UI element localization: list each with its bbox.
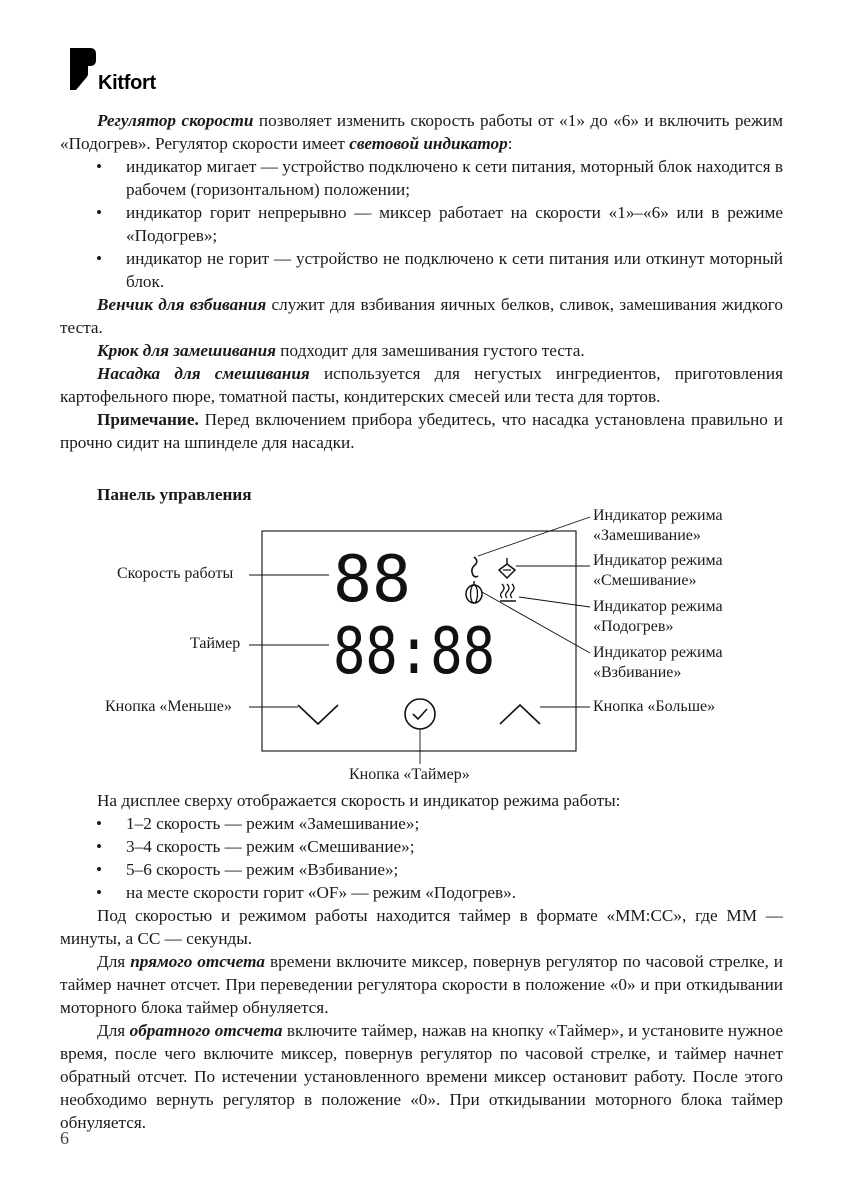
speed-display: 88 bbox=[333, 543, 411, 617]
intro-section bbox=[60, 109, 783, 454]
label-minus-button: Кнопка «Меньше» bbox=[105, 698, 232, 715]
control-panel-diagram bbox=[0, 500, 842, 790]
label-timer: Таймер bbox=[190, 635, 241, 652]
list-item: • 5–6 скорость — режим «Взбивание»; bbox=[60, 858, 783, 881]
paragraph-speed-regulator: Регулятор скорости позволяет изменить скорость работы от «1» до «6» и включить режим «Подогрев». Регулятор скорости имеет световой индикатор: bbox=[60, 111, 784, 153]
mix-attachment-icon bbox=[499, 558, 515, 578]
label-timer-button: Кнопка «Таймер» bbox=[349, 766, 470, 783]
kitfort-logo-mark-icon bbox=[68, 46, 98, 92]
mode-list bbox=[60, 812, 783, 904]
heat-icon bbox=[500, 584, 516, 601]
page-number: 6 bbox=[60, 1128, 69, 1148]
indicator-list bbox=[60, 155, 783, 293]
list-item: • 3–4 скорость — режим «Смешивание»; bbox=[60, 835, 783, 858]
brand-name: Kitfort bbox=[98, 72, 156, 94]
display-section bbox=[60, 789, 783, 1134]
paragraph-forward-count: Для прямого отсчета времени включите миксер, повернув регулятор по часовой стрелке, и таймер начнет отсчет. При переведении регулятора скорости в положение «0» и при откидывании моторного блока таймер обнуляется. bbox=[60, 952, 783, 1017]
list-item: • индикатор не горит — устройство не подключено к сети питания или откинут моторный блок. bbox=[60, 247, 783, 293]
timer-display: 88:88 bbox=[333, 615, 495, 689]
label-mix-indicator: Индикатор режима «Смешивание» bbox=[593, 552, 723, 589]
knead-hook-icon bbox=[472, 557, 478, 577]
paragraph-timer-format: Под скоростью и режимом работы находится таймер в формате «ММ:СС», где ММ — минуты, а СС — секунды. bbox=[60, 906, 783, 948]
paragraph-display-intro: На дисплее сверху отображается скорость и индикатор режима работы: bbox=[97, 791, 621, 810]
label-plus-button: Кнопка «Больше» bbox=[593, 698, 716, 715]
list-item: • на месте скорости горит «OF» — режим «Подогрев». bbox=[60, 881, 783, 904]
list-item: • 1–2 скорость — режим «Замешивание»; bbox=[60, 812, 783, 835]
label-knead-indicator: Индикатор режима «Замешивание» bbox=[593, 507, 723, 544]
paragraph-mixing-attachment: Насадка для смешивания используется для негустых ингредиентов, приготовления картофельного пюре, томатной пасты, кондитерских смесей или теста для тортов. bbox=[60, 364, 783, 406]
list-item: • индикатор горит непрерывно — миксер работает на скорости «1»–«6» или в режиме «Подогрев»; bbox=[60, 201, 783, 247]
label-heat-indicator: Индикатор режима «Подогрев» bbox=[593, 598, 723, 635]
paragraph-countdown: Для обратного отсчета включите таймер, нажав на кнопку «Таймер», и установите нужное время, после чего включите миксер, повернув регулятор по часовой стрелке, и таймер начнет обратный отсчет. По истечении установленного времени миксер остановит работу. После этого необходимо вернуть регулятор в положение «0». При откидывании моторного блока таймер обнуляется. bbox=[60, 1021, 783, 1132]
paragraph-hook: Крюк для замешивания подходит для замешивания густого теста. bbox=[97, 341, 585, 360]
list-item: • индикатор мигает — устройство подключено к сети питания, моторный блок находится в рабочем (горизонтальном) положении; bbox=[60, 155, 783, 201]
kitfort-logo bbox=[68, 46, 178, 98]
label-speed: Скорость работы bbox=[117, 565, 234, 582]
paragraph-note: Примечание. Перед включением прибора убедитесь, что насадка установлена правильно и прочно сидит на шпинделе для насадки. bbox=[60, 410, 783, 452]
panel-title: Панель управления bbox=[97, 485, 252, 504]
plus-button-chevron-up-icon bbox=[500, 705, 540, 724]
paragraph-whisk: Венчик для взбивания служит для взбивания яичных белков, сливок, замешивания жидкого теста. bbox=[60, 295, 783, 337]
minus-button-chevron-down-icon bbox=[298, 705, 338, 724]
label-whisk-indicator: Индикатор режима «Взбивание» bbox=[593, 644, 723, 681]
timer-button-check-circle-icon bbox=[405, 699, 435, 729]
whisk-icon bbox=[466, 581, 482, 603]
